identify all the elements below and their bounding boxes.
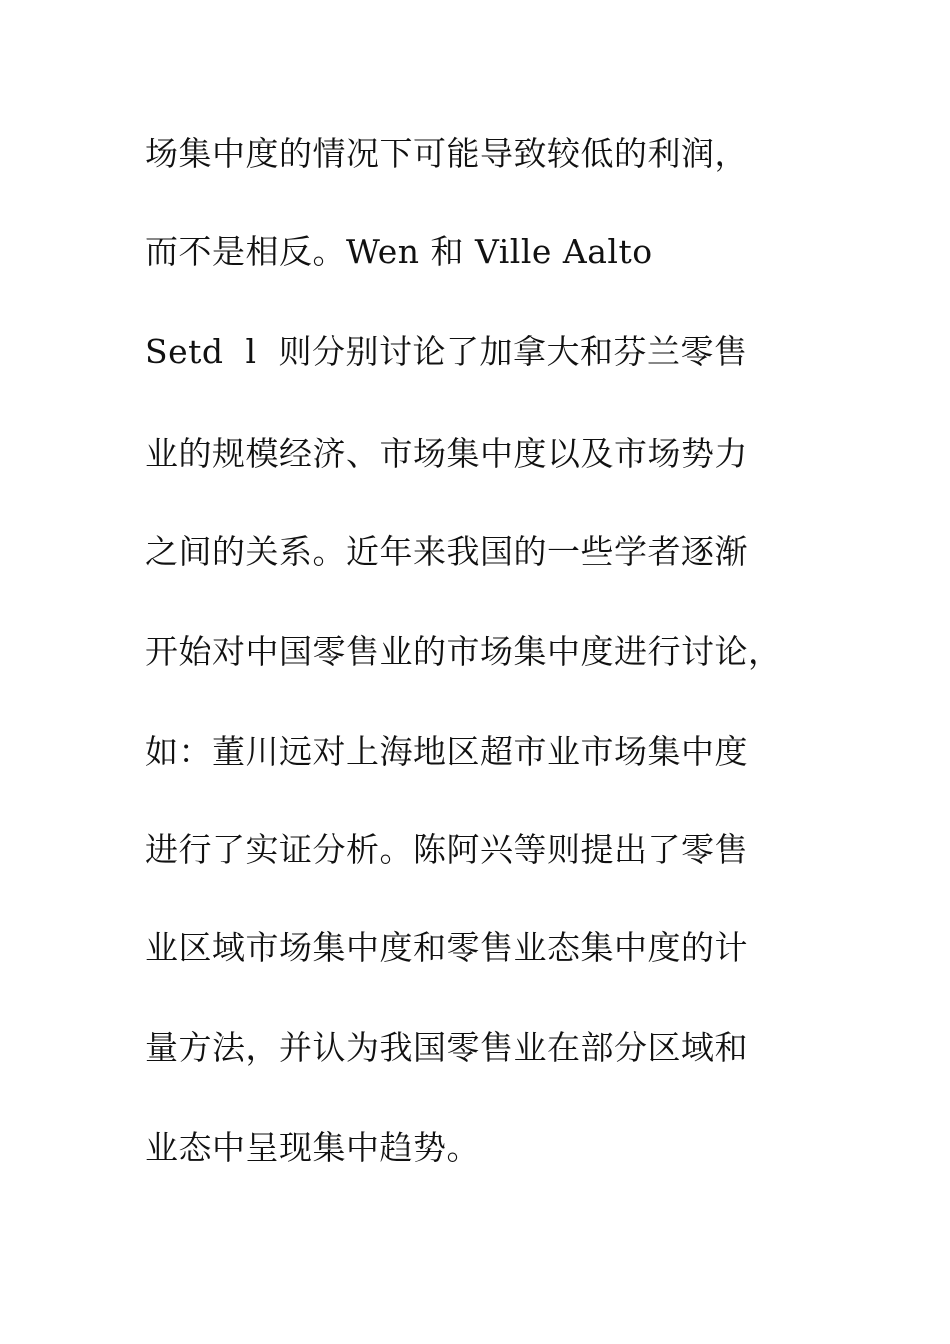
text-line-1: 场集中度的情况下可能导致较低的利润，: [145, 134, 748, 173]
text-line-3: Setd l 则分别讨论了加拿大和芬兰零售: [145, 332, 748, 371]
text-line-11: 业态中呈现集中趋势。: [145, 1128, 480, 1167]
text-line-6: 开始对中国零售业的市场集中度进行讨论，: [145, 632, 782, 671]
text-line-2: 而不是相反。Wen 和 Ville Aalto: [145, 232, 653, 271]
text-line-8: 进行了实证分析。陈阿兴等则提出了零售: [145, 830, 748, 869]
text-line-4: 业的规模经济、市场集中度以及市场势力: [145, 434, 748, 473]
text-line-9: 业区域市场集中度和零售业态集中度的计: [145, 928, 748, 967]
text-line-7: 如：董川远对上海地区超市业市场集中度: [145, 732, 748, 771]
text-line-5: 之间的关系。近年来我国的一些学者逐渐: [145, 532, 748, 571]
text-line-10: 量方法，并认为我国零售业在部分区域和: [145, 1028, 748, 1067]
